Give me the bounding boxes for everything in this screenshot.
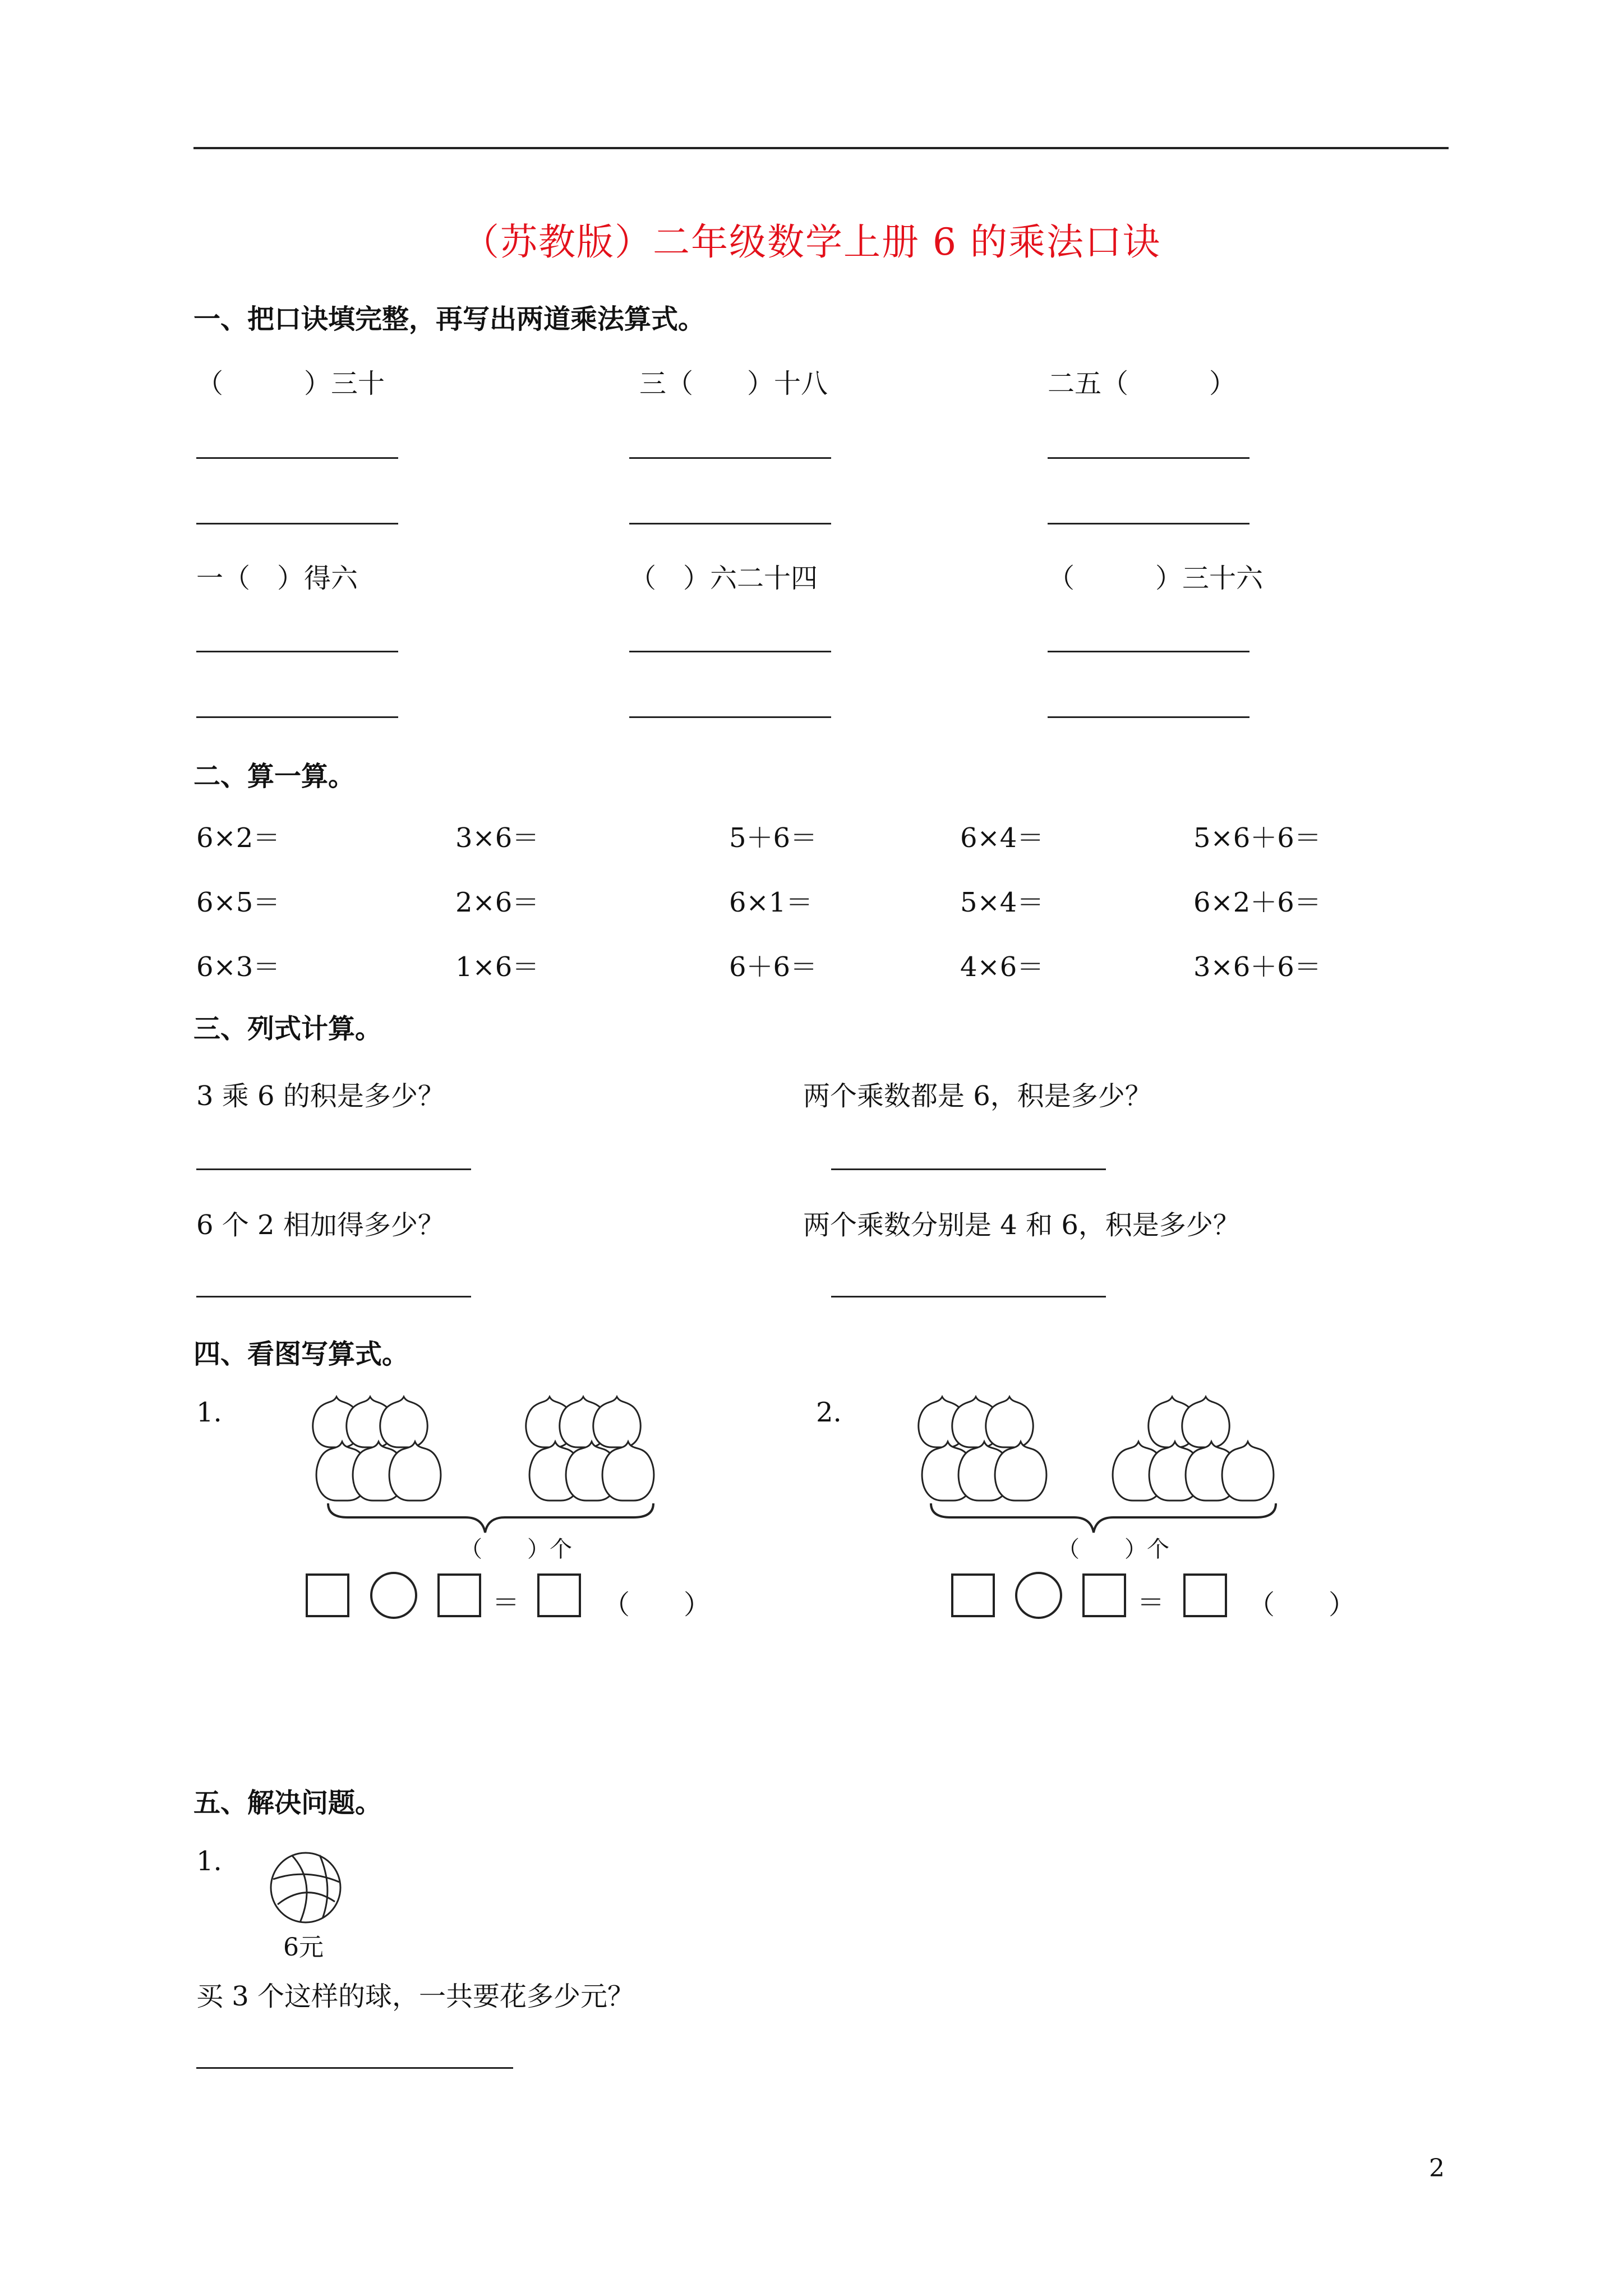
figure1-number: 1.	[196, 1397, 222, 1428]
answer-box[interactable]	[537, 1573, 581, 1617]
answer-box[interactable]	[951, 1573, 995, 1617]
section4-heading: 四、看图写算式。	[193, 1338, 409, 1370]
answer-line[interactable]	[831, 1296, 1106, 1297]
answer-box[interactable]	[437, 1573, 481, 1617]
answer-line[interactable]	[196, 1168, 471, 1170]
section2-heading: 二、算一算。	[193, 761, 356, 792]
section3-heading: 三、列式计算。	[193, 1013, 382, 1045]
answer-line[interactable]	[196, 2067, 513, 2069]
peach-icon	[1222, 1442, 1274, 1501]
calc-item: 6×2＋6＝	[1193, 887, 1321, 918]
calc-item: 6×3＝	[196, 951, 280, 983]
brace-icon	[931, 1503, 1276, 1533]
answer-line[interactable]	[629, 651, 831, 652]
equals-sign: ＝	[1137, 1587, 1165, 1618]
answer-line[interactable]	[196, 457, 398, 459]
calc-item: 4×6＝	[960, 951, 1044, 983]
answer-line[interactable]	[196, 523, 398, 524]
answer-box[interactable]	[1183, 1573, 1227, 1617]
unit-paren: （ ）	[1248, 1589, 1356, 1621]
unit-paren: （ ）	[603, 1589, 711, 1621]
calc-item: 5×4＝	[960, 887, 1044, 918]
calc-item: 3×6＝	[455, 822, 540, 854]
top-rule	[193, 147, 1449, 149]
peach-icon	[380, 1397, 427, 1447]
figure1-count-label: （ ）个	[460, 1536, 572, 1562]
calc-item: 3×6＋6＝	[1193, 951, 1321, 983]
rhyme-item-4: 一（ ）得六	[196, 563, 358, 594]
answer-line[interactable]	[1048, 523, 1249, 524]
figure2-count-label: （ ）个	[1057, 1536, 1169, 1562]
calc-item: 6×4＝	[960, 822, 1044, 854]
problem-question: 买 3 个这样的球，一共要花多少元？	[196, 1981, 635, 2012]
answer-line[interactable]	[629, 523, 831, 524]
calc-item: 6×2＝	[196, 822, 280, 854]
basketball-icon	[266, 1848, 345, 1927]
ball-price: 6元	[283, 1933, 324, 1962]
rhyme-item-6: （ ）三十六	[1048, 563, 1264, 594]
word-question-1: 3 乘 6 的积是多少？	[196, 1080, 445, 1112]
problem-number: 1.	[196, 1846, 222, 1877]
word-question-3: 6 个 2 相加得多少？	[196, 1209, 445, 1241]
calc-item: 5＋6＝	[729, 822, 818, 854]
calc-item: 1×6＝	[455, 951, 540, 983]
answer-box[interactable]	[1082, 1573, 1126, 1617]
calc-item: 6＋6＝	[729, 951, 818, 983]
figure2-peach-groups	[909, 1386, 1312, 1537]
calc-item: 2×6＝	[455, 887, 540, 918]
operator-circle[interactable]	[1015, 1572, 1062, 1619]
page-number: 2	[1429, 2154, 1445, 2183]
section5-heading: 五、解决问题。	[193, 1787, 382, 1819]
answer-line[interactable]	[1048, 651, 1249, 652]
peach-icon	[389, 1442, 441, 1501]
answer-line[interactable]	[831, 1168, 1106, 1170]
equals-sign: ＝	[492, 1587, 520, 1618]
word-question-2: 两个乘数都是 6，积是多少？	[803, 1080, 1152, 1112]
peach-icon	[986, 1397, 1033, 1447]
rhyme-item-5: （ ）六二十四	[629, 563, 818, 594]
answer-line[interactable]	[1048, 716, 1249, 718]
calc-item: 6×5＝	[196, 887, 280, 918]
rhyme-item-3: 二五（ ）	[1048, 368, 1237, 399]
page-title: （苏教版）二年级数学上册 6 的乘法口诀	[462, 220, 1161, 264]
answer-line[interactable]	[196, 1296, 471, 1297]
answer-line[interactable]	[629, 457, 831, 459]
peach-icon	[995, 1442, 1046, 1501]
peach-icon	[593, 1397, 640, 1447]
operator-circle[interactable]	[370, 1572, 417, 1619]
answer-line[interactable]	[196, 716, 398, 718]
word-question-4: 两个乘数分别是 4 和 6，积是多少？	[803, 1209, 1240, 1241]
answer-line[interactable]	[196, 651, 398, 652]
peach-icon	[1182, 1397, 1229, 1447]
rhyme-item-2: 三（ ）十八	[639, 368, 828, 399]
answer-line[interactable]	[629, 716, 831, 718]
answer-line[interactable]	[1048, 457, 1249, 459]
calc-item: 5×6＋6＝	[1193, 822, 1321, 854]
calc-item: 6×1＝	[729, 887, 813, 918]
answer-box[interactable]	[306, 1573, 349, 1617]
brace-icon	[328, 1503, 653, 1533]
section1-heading: 一、把口诀填完整，再写出两道乘法算式。	[193, 303, 706, 335]
peach-icon	[602, 1442, 654, 1501]
figure2-number: 2.	[816, 1397, 842, 1428]
figure1-peach-groups	[303, 1386, 707, 1537]
rhyme-item-1: （ ）三十	[196, 368, 385, 399]
